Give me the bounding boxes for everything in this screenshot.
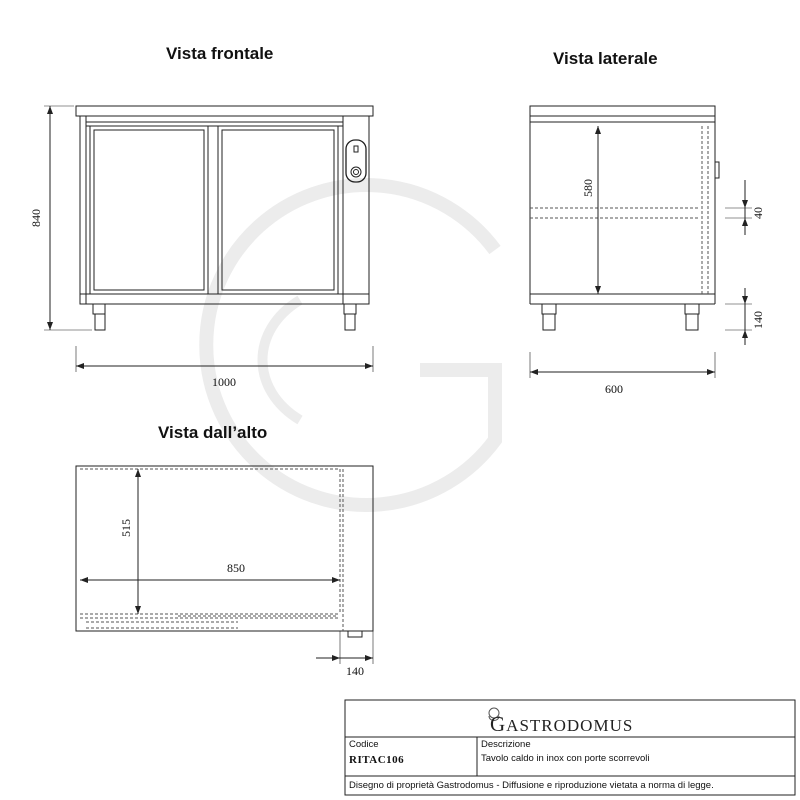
side-view: [530, 106, 752, 378]
dim-width: 1000: [212, 375, 236, 389]
dim-side-step: 40: [751, 207, 765, 219]
dim-top-width: 850: [227, 561, 245, 575]
dim-side-leg: 140: [751, 311, 765, 329]
side-view-title: Vista laterale: [553, 49, 658, 68]
code-value: RITAC106: [349, 754, 405, 766]
footer-notice: Disegno di proprietà Gastrodomus - Diffusione e riproduzione vietata a norma di legge.: [349, 780, 714, 791]
brand-initial: G: [490, 712, 507, 736]
brand-rest: ASTRODOMUS: [506, 716, 634, 735]
watermark-logo: [206, 185, 495, 505]
description-value: Tavolo caldo in inox con porte scorrevoli: [481, 753, 650, 764]
top-view-title: Vista dall’alto: [158, 423, 268, 442]
dim-side-inner-height: 580: [581, 179, 595, 197]
dim-depth: 600: [605, 382, 623, 396]
brand-name: [490, 712, 633, 737]
dim-top-offset: 140: [346, 664, 364, 678]
dim-height: 840: [29, 209, 43, 227]
code-label: Codice: [349, 739, 379, 750]
dim-top-depth: 515: [119, 519, 133, 537]
front-view-title: Vista frontale: [166, 44, 274, 63]
description-label: Descrizione: [481, 739, 531, 750]
